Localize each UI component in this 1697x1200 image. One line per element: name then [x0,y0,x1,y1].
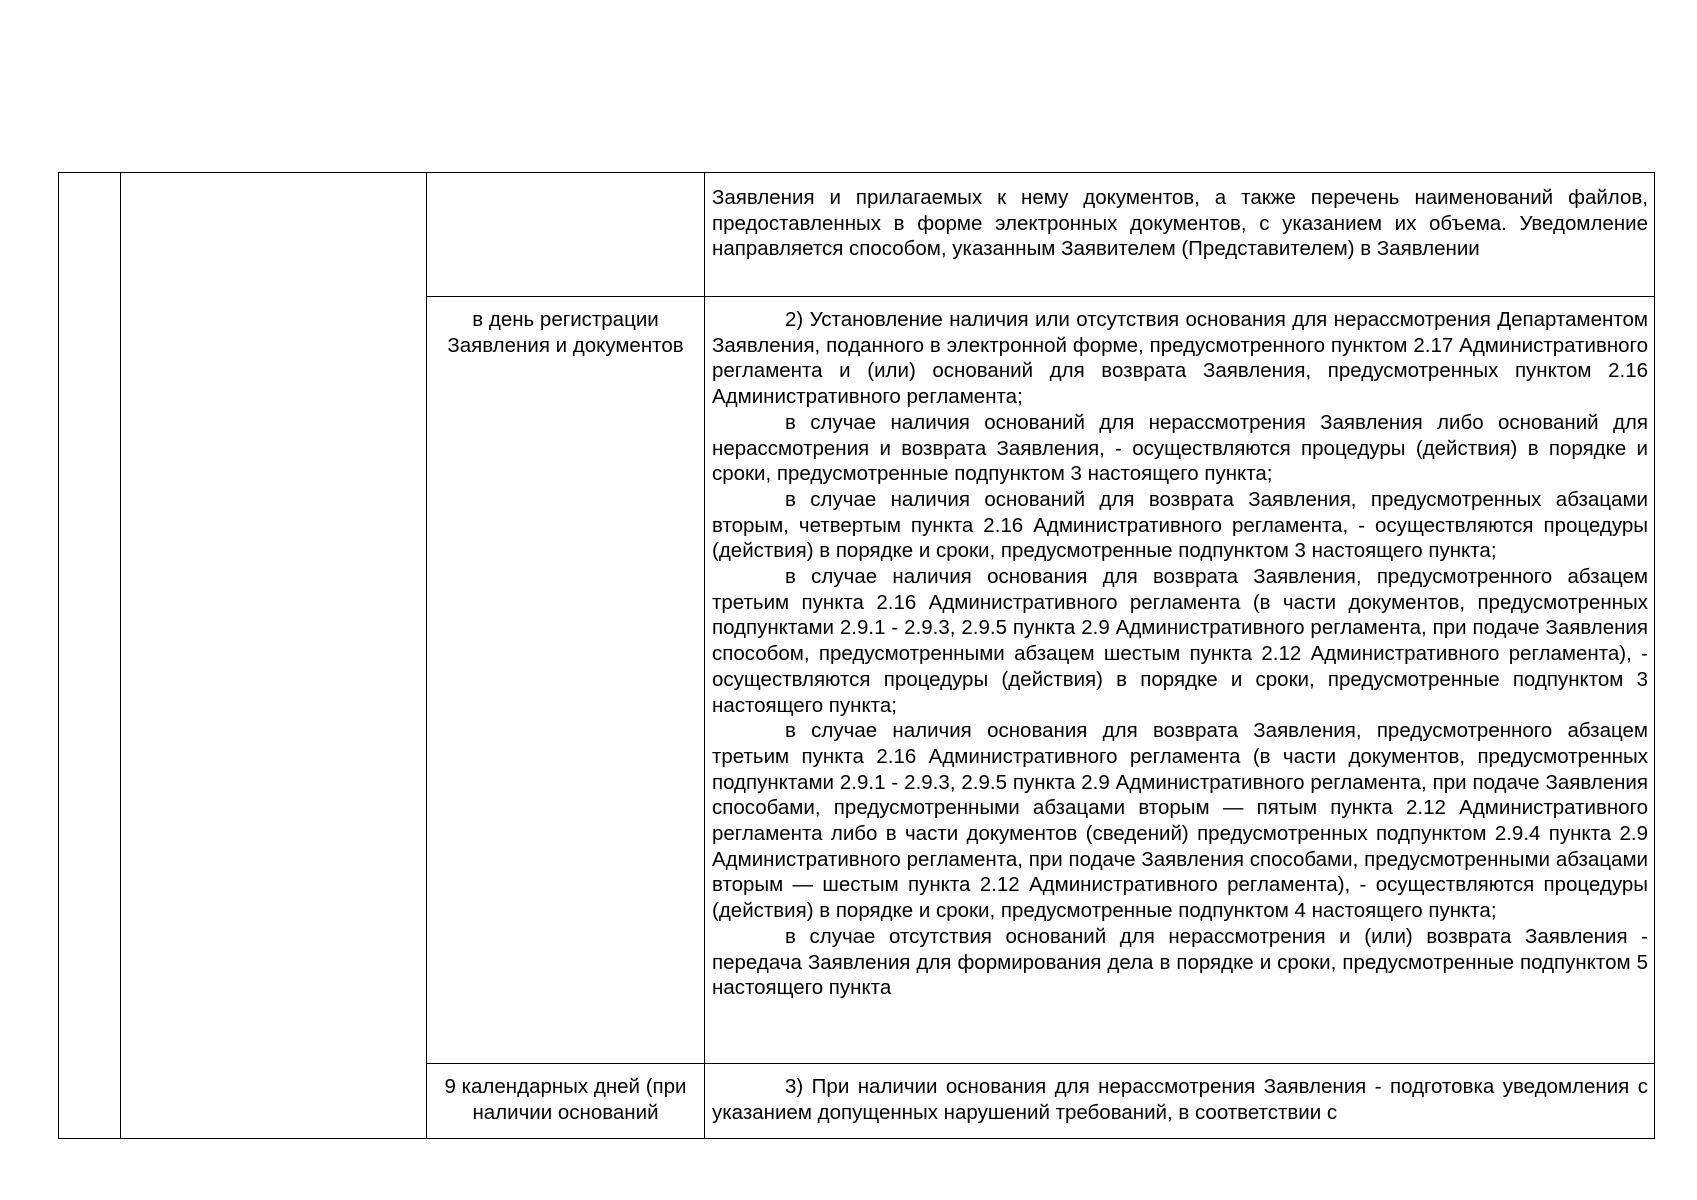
description-cell [705,1064,1655,1139]
term-cell [427,173,705,297]
description-paragraph: в случае наличия основания для возврата Заявления, предусмотренного абзацем третьим пункта 2.16 Административного регламента (в части документов, предусмотренных подпунктами 2.9.1 - 2.9.3, 2.9.5 пункта 2.9 Административного регламента, при подаче Заявления способами, предусмотренными абзацами вторым — пятым пункта 2.12 Административного регламента либо в части документов (сведений) предусмотренных подпунктом 2.9.4 пункта 2.9 Административного регламента, при подаче Заявления способами, предусмотренными абзацами вторым — шестым пункта 2.12 Административного регламента), - осуществляются процедуры (действия) в порядке и сроки, предусмотренные подпунктом 4 настоящего пункта; [712,719,1648,923]
description-cell [705,297,1655,1064]
description-paragraph: 3) При наличии основания для нерассмотрения Заявления - подготовка уведомления с указанием допущенных нарушений требований, в соответствии с [712,1075,1648,1124]
description-paragraph: 2) Установление наличия или отсутствия основания для нерассмотрения Департаментом Заявления, поданного в электронной форме, предусмотренного пунктом 2.17 Административного регламента и (или) оснований для возврата Заявления, предусмотренных пунктом 2.16 Административного регламента; [712,308,1648,409]
procedure-name-cell [121,173,427,1139]
description-paragraph: в случае отсутствия оснований для нерассмотрения и (или) возврата Заявления - передача Заявления для формирования дела в порядке и сроки, предусмотренные подпунктом 5 настоящего пункта [712,924,1648,1000]
description-paragraph: Заявления и прилагаемых к нему документов, а также перечень наименований файлов, предоставленных в форме электронных документов, с указанием их объема. Уведомление направляется способом, указанным Заявителем (Представителем) в Заявлении [712,186,1648,261]
description-paragraph: в случае наличия оснований для возврата Заявления, предусмотренных абзацами вторым, четвертым пункта 2.16 Административного регламента, - осуществляются процедуры (действия) в порядке и сроки, предусмотренные подпунктом 3 настоящего пункта; [712,487,1648,563]
term-cell [427,297,705,1064]
term-text: 9 календарных дней (при наличии оснований [444,1075,687,1124]
description-paragraph: в случае наличия основания для возврата Заявления, предусмотренного абзацем третьим пункта 2.16 Административного регламента (в части документов, предусмотренных подпунктами 2.9.1 - 2.9.3, 2.9.5 пункта 2.9 Административного регламента, при подаче Заявления способом, предусмотренными абзацем шестым пункта 2.12 Административного регламента), - осуществляются процедуры (действия) в порядке и сроки, предусмотренные подпунктом 3 настоящего пункта; [712,565,1648,717]
term-text: в день регистрации Заявления и документов [447,308,684,357]
procedure-table [58,172,1655,1139]
number-cell [59,173,121,1139]
description-paragraph: в случае наличия оснований для нерассмотрения Заявления либо оснований для нерассмотрения и возврата Заявления, - осуществляются процедуры (действия) в порядке и сроки, предусмотренные подпунктом 3 настоящего пункта; [712,410,1648,486]
table-row [59,173,1655,297]
term-cell [427,1064,705,1139]
description-cell [705,173,1655,297]
